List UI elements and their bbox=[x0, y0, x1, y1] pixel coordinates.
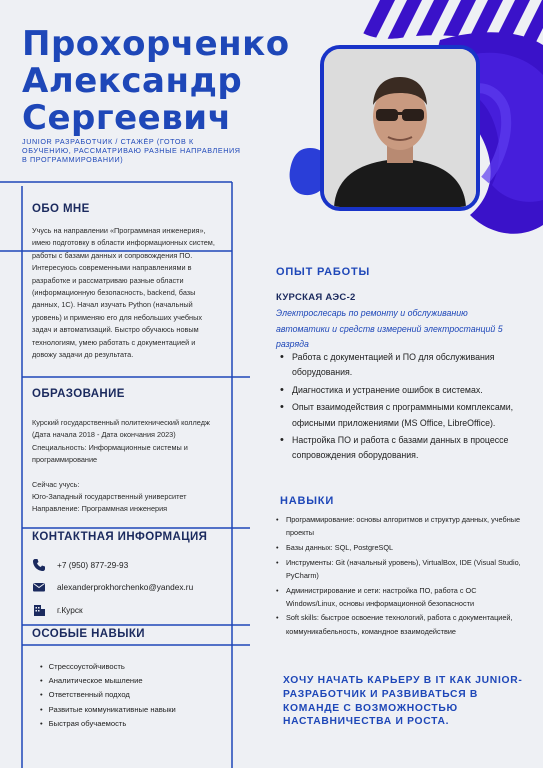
job-company: КУРСКАЯ АЭС-2 bbox=[276, 292, 356, 303]
candidate-name bbox=[22, 26, 290, 137]
skills-title: НАВЫКИ bbox=[280, 495, 335, 507]
email-address: alexanderprokhorchenko@yandex.ru bbox=[57, 582, 194, 592]
position-subtitle: JUNIOR РАЗРАБОТЧИК / СТАЖЁР (ГОТОВ К ОБУЧЕНИЮ, РАССМАТРИВАЮ РАЗНЫЕ НАПРАВЛЕНИЯ В ПРОГРАММИРОВАНИИ) bbox=[22, 137, 241, 164]
phone-number: +7 (950) 877-29-93 bbox=[57, 560, 129, 570]
profile-photo bbox=[320, 45, 480, 211]
list-item: • Развитые коммуникативные навыки bbox=[40, 703, 176, 717]
list-item: • Опыт взаимодействия с программными комплексами, офисными приложениями (MS Office, LibreOffice). bbox=[278, 400, 518, 431]
soft-skills-list bbox=[40, 660, 176, 731]
phone-icon bbox=[32, 558, 46, 572]
education-text bbox=[32, 417, 222, 516]
contact-city bbox=[32, 603, 83, 617]
list-item: • Soft skills: быстрое освоение технологий, работа с документацией, коммуникабельность, командное взаимодействие bbox=[276, 611, 521, 637]
soft-skills-title: ОСОБЫЕ НАВЫКИ bbox=[32, 628, 145, 640]
education-title: ОБРАЗОВАНИЕ bbox=[32, 388, 125, 400]
city-name: г.Курск bbox=[57, 605, 83, 615]
list-item: • Базы данных: SQL, PostgreSQL bbox=[276, 541, 521, 554]
portrait-image bbox=[324, 49, 476, 207]
skills-list bbox=[276, 513, 521, 639]
education-direction: Направление: Программная инженерия bbox=[32, 504, 168, 514]
list-item: • Настройка ПО и работа с базами данных в процессе сопровождения оборудования. bbox=[278, 433, 518, 464]
about-title: ОБО МНЕ bbox=[32, 203, 90, 215]
career-goal: ХОЧУ НАЧАТЬ КАРЬЕРУ В IT КАК JUNIOR-РАЗРАБОТЧИК И РАЗВИВАТЬСЯ В КОМАНДЕ С ВОЗМОЖНОСТЬЮ НАСТАВНИЧЕСТВА И РОСТА. bbox=[283, 675, 523, 728]
list-item: • Быстрая обучаемость bbox=[40, 717, 176, 731]
name-line3: Сергеевич bbox=[22, 98, 232, 138]
job-duties-list bbox=[278, 350, 518, 466]
education-college: Курский государственный политехнический колледж (Дата начала 2018 - Дата окончания 2023) bbox=[32, 418, 210, 440]
name-line1: Прохорченко bbox=[22, 24, 290, 64]
contact-email[interactable] bbox=[32, 580, 193, 594]
name-line2: Александр bbox=[22, 61, 243, 101]
about-paragraph-1: Учусь на направлении «Программная инженерия», имею подготовку в области информационных систем, работы с базами данных и сопровождения ПО. bbox=[32, 226, 215, 260]
list-item: • Диагностика и устранение ошибок в системах. bbox=[278, 383, 518, 398]
education-university: Юго-Западный государственный университет bbox=[32, 492, 187, 502]
list-item: • Администрирование и сети: настройка ПО, работа с ОС Windows/Linux, основы информационной безопасности bbox=[276, 584, 521, 610]
building-icon bbox=[32, 603, 46, 617]
list-item: • Работа с документацией и ПО для обслуживания оборудования. bbox=[278, 350, 518, 381]
experience-title: ОПЫТ РАБОТЫ bbox=[276, 266, 371, 278]
education-specialty: Специальность: Информационные системы и программирование bbox=[32, 442, 188, 465]
list-item: • Аналитическое мышление bbox=[40, 674, 176, 688]
about-paragraph-2: Интересуюсь современными направлениями в разработке и рассматриваю разные области (информационную безопасность, backend, базы данных, 1С). Начал изучать Python (начальный уровень) и применяю его для небольших учебных задач и автоматизаций. Быстро обучаюсь новым технологиям, умею работать с документацией и довожу задачи до результата. bbox=[32, 263, 202, 360]
contacts-title: КОНТАКТНАЯ ИНФОРМАЦИЯ bbox=[32, 531, 208, 543]
email-icon bbox=[32, 580, 46, 594]
about-text bbox=[32, 225, 217, 361]
list-item: • Стрессоустойчивость bbox=[40, 660, 176, 674]
list-item: • Программирование: основы алгоритмов и структур данных, учебные проекты bbox=[276, 513, 521, 539]
contact-phone[interactable] bbox=[32, 558, 128, 572]
job-role: Электрослесарь по ремонту и обслуживанию автоматики и средств измерений электростанций 5 разряда bbox=[276, 308, 503, 349]
education-current-label: Сейчас учусь: bbox=[32, 479, 80, 489]
list-item: • Ответственный подход bbox=[40, 688, 176, 702]
list-item: • Инструменты: Git (начальный уровень), VirtualBox, IDE (Visual Studio, PyCharm) bbox=[276, 556, 521, 582]
